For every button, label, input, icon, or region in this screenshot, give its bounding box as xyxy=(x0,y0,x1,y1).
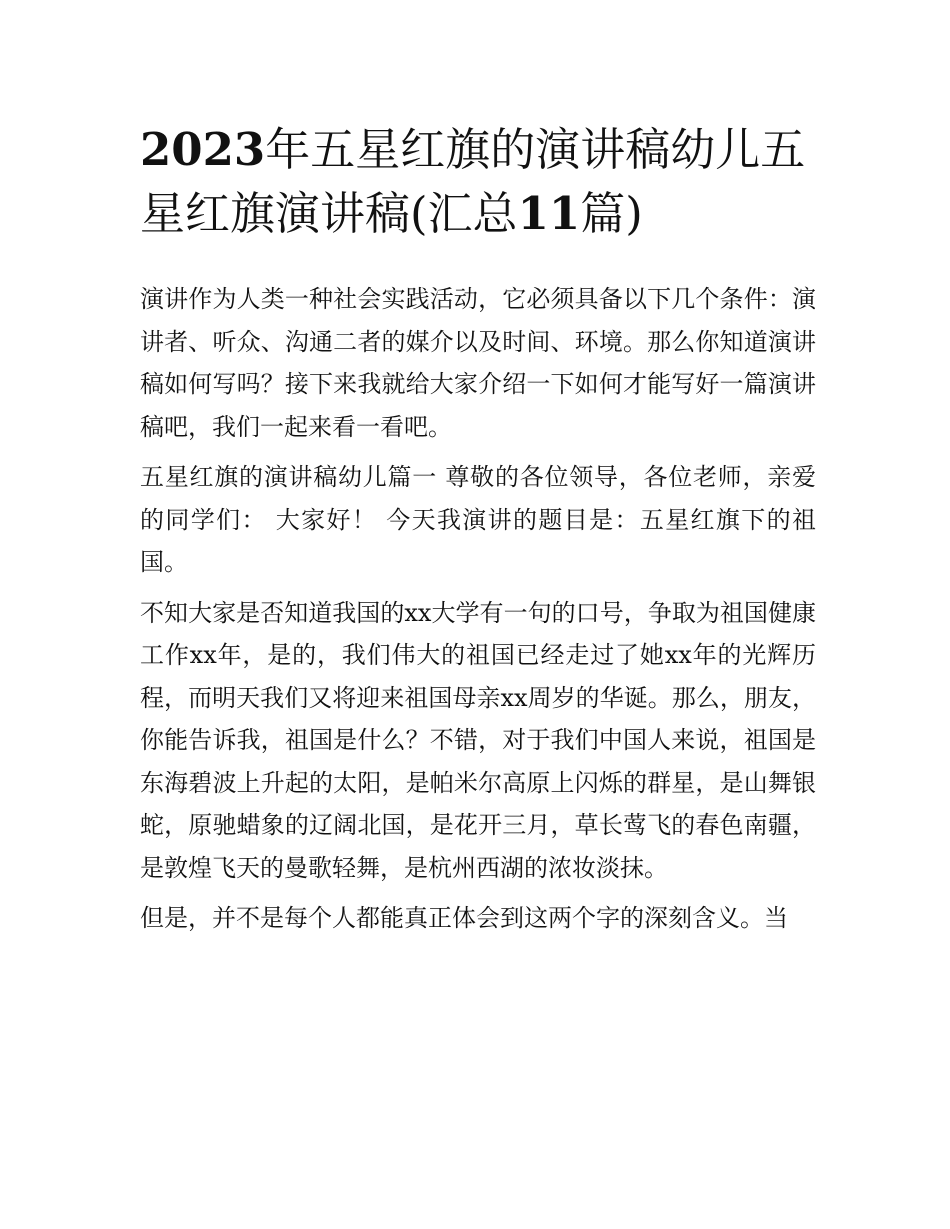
document-title xyxy=(140,118,820,246)
intro-paragraph: 演讲作为人类一种社会实践活动，它必须具备以下几个条件：演讲者、听众、沟通二者的媒介以及时间、环境。那么你知道演讲稿如何写吗？接下来我就给大家介绍一下如何才能写好一篇演讲稿吧，我们一起来看一看吧。 xyxy=(140,285,816,441)
title-suffix: 篇) xyxy=(580,187,643,240)
title-count: 11 xyxy=(517,187,581,240)
title-text: 年五星红旗的演讲稿幼儿五星红旗演讲稿(汇总 xyxy=(140,123,806,240)
speech-body-paragraph: 不知大家是否知道我国的xx大学有一句的口号，争取为祖国健康工作xx年，是的，我们伟大的祖国已经走过了她xx年的光辉历程，而明天我们又将迎来祖国母亲xx周岁的华诞。那么，朋友，你能告诉我，祖国是什么？不错，对于我们中国人来说，祖国是东海碧波上升起的太阳，是帕米尔高原上闪烁的群星，是山舞银蛇，原驰蜡象的辽阔北国，是花开三月，草长莺飞的春色南疆，是敦煌飞天的曼歌轻舞，是杭州西湖的浓妆淡抹。 xyxy=(140,598,816,882)
speech-continuation-paragraph: 但是，并不是每个人都能真正体会到这两个字的深刻含义。当 xyxy=(140,904,788,932)
document-body xyxy=(140,278,816,948)
title-year: 2023 xyxy=(140,123,266,176)
speech-opening-paragraph: 五星红旗的演讲稿幼儿篇一 尊敬的各位领导，各位老师，亲爱的同学们： 大家好！ 今天我演讲的题目是：五星红旗下的祖国。 xyxy=(140,463,816,576)
